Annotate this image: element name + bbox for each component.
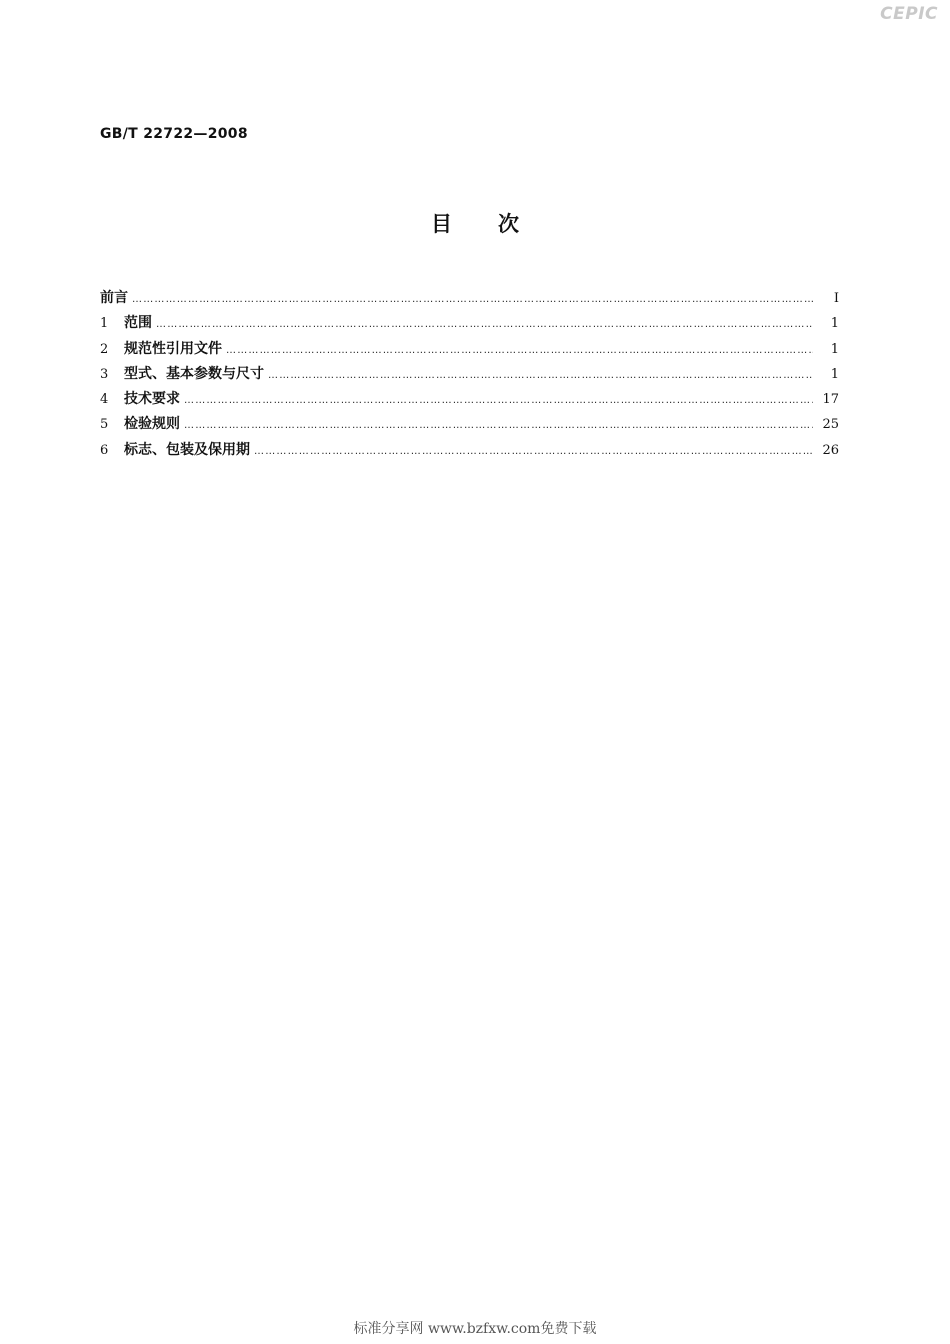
cepic-logo: CEPIC	[880, 4, 938, 24]
toc-title-char-2: 次	[498, 212, 519, 236]
toc-leader-dots	[184, 420, 813, 431]
toc-entry-label: 前言	[100, 290, 128, 306]
toc-entry-3[interactable]	[100, 363, 839, 388]
toc-leader-dots	[156, 319, 813, 330]
toc-leader-dots	[268, 370, 813, 381]
toc-leader-dots	[226, 345, 813, 356]
toc-entry-label: 标志、包装及保用期	[124, 441, 250, 458]
toc-entry-2[interactable]	[100, 338, 839, 363]
toc-entry-page: 25	[822, 417, 839, 433]
toc-entry-number: 3	[100, 366, 109, 382]
toc-entry-1[interactable]	[100, 312, 839, 337]
toc-entry-number: 4	[100, 392, 109, 408]
toc-entry-label: 检验规则	[124, 416, 180, 433]
toc-entry-5[interactable]	[100, 413, 839, 438]
toc-entry-label: 范围	[124, 315, 152, 332]
table-of-contents	[100, 287, 839, 464]
footer-watermark: 标准分享网 www.bzfxw.com免费下载	[353, 1321, 597, 1337]
toc-entry-6[interactable]	[100, 439, 839, 464]
toc-entry-number: 6	[100, 442, 109, 458]
toc-entry-page: 1	[830, 316, 839, 332]
toc-entry-page: 17	[822, 392, 839, 408]
toc-title	[0, 208, 950, 238]
toc-entry-number: 1	[100, 316, 109, 332]
toc-entry-foreword[interactable]	[100, 287, 839, 312]
toc-leader-dots	[132, 294, 813, 305]
toc-entry-label: 型式、基本参数与尺寸	[124, 365, 264, 382]
toc-entry-page: 1	[830, 341, 839, 357]
document-code: GB/T 22722—2008	[100, 126, 248, 142]
toc-leader-dots	[254, 446, 813, 457]
toc-entry-label: 技术要求	[124, 391, 180, 408]
toc-entry-page: I	[833, 291, 839, 306]
toc-entry-page: 26	[822, 442, 839, 458]
toc-entry-4[interactable]	[100, 388, 839, 413]
toc-title-char-1: 目	[431, 212, 452, 236]
toc-leader-dots	[184, 395, 813, 406]
toc-entry-number: 2	[100, 341, 109, 357]
toc-entry-number: 5	[100, 417, 109, 433]
toc-entry-label: 规范性引用文件	[124, 340, 222, 357]
toc-entry-page: 1	[830, 366, 839, 382]
